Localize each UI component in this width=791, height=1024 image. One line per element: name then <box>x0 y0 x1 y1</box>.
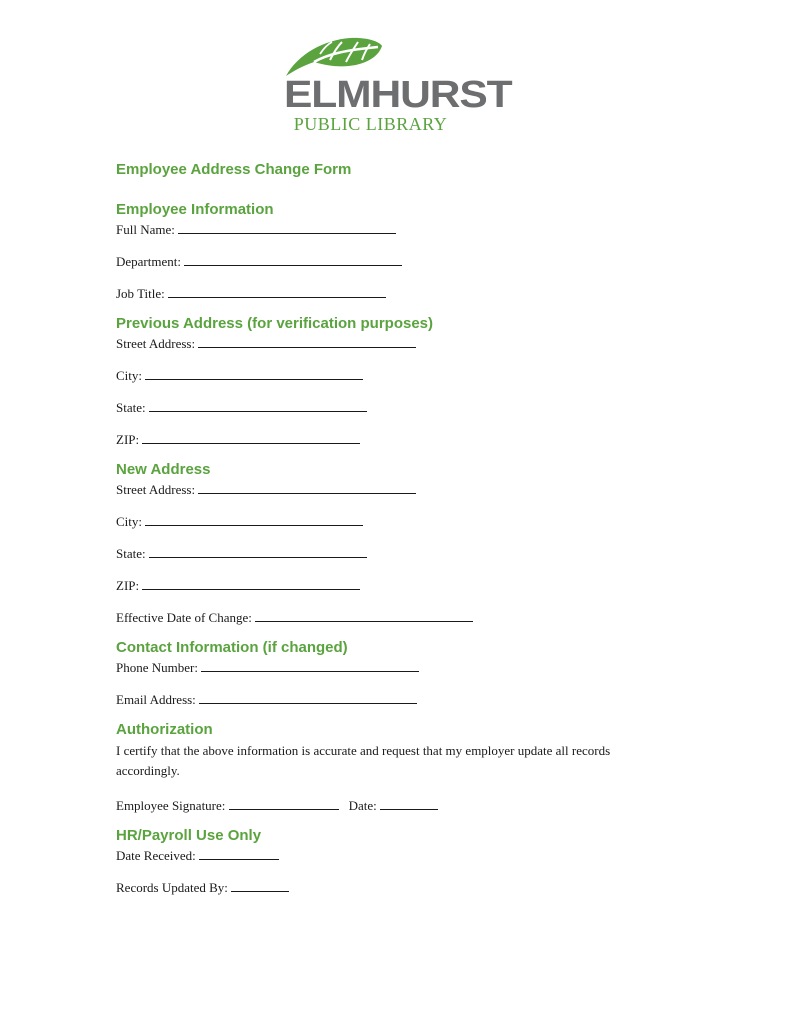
effective-date-field[interactable] <box>255 610 473 622</box>
leaf-icon <box>284 32 394 78</box>
effective-date-label: Effective Date of Change: <box>116 610 252 625</box>
department-row <box>116 253 676 271</box>
form-title: Employee Address Change Form <box>116 161 352 178</box>
contact-heading: Contact Information (if changed) <box>116 639 348 656</box>
prev-state-label: State: <box>116 400 146 415</box>
signature-row <box>116 797 676 815</box>
job-title-field[interactable] <box>168 286 386 298</box>
prev-zip-row <box>116 431 676 449</box>
full-name-label: Full Name: <box>116 222 175 237</box>
records-updated-label: Records Updated By: <box>116 880 228 895</box>
effective-date-row <box>116 609 676 627</box>
phone-field[interactable] <box>201 660 419 672</box>
department-label: Department: <box>116 254 181 269</box>
new-city-row <box>116 513 676 531</box>
new-zip-row <box>116 577 676 595</box>
new-zip-label: ZIP: <box>116 578 140 593</box>
new-zip-field[interactable] <box>142 578 360 590</box>
signature-field[interactable] <box>229 798 339 810</box>
new-state-label: State: <box>116 546 146 561</box>
new-state-field[interactable] <box>149 546 367 558</box>
new-city-field[interactable] <box>145 514 363 526</box>
email-label: Email Address: <box>116 692 196 707</box>
new-street-row <box>116 481 676 499</box>
phone-row <box>116 659 676 677</box>
new-street-label: Street Address: <box>116 482 196 497</box>
authorization-heading: Authorization <box>116 721 213 738</box>
email-field[interactable] <box>199 692 417 704</box>
signature-date-label: Date: <box>348 798 377 813</box>
prev-street-row <box>116 335 676 353</box>
signature-date-field[interactable] <box>380 798 438 810</box>
previous-address-heading: Previous Address (for verification purposes) <box>116 315 434 332</box>
hr-heading: HR/Payroll Use Only <box>116 827 262 844</box>
prev-city-label: City: <box>116 368 143 383</box>
prev-zip-field[interactable] <box>142 432 360 444</box>
new-street-field[interactable] <box>198 482 416 494</box>
new-city-label: City: <box>116 514 143 529</box>
job-title-row <box>116 285 676 303</box>
date-received-field[interactable] <box>199 848 279 860</box>
date-received-row <box>116 847 676 865</box>
date-received-label: Date Received: <box>116 848 196 863</box>
email-row <box>116 691 676 709</box>
records-updated-field[interactable] <box>231 880 289 892</box>
prev-street-label: Street Address: <box>116 336 196 351</box>
library-logo <box>284 32 512 134</box>
prev-state-field[interactable] <box>149 400 367 412</box>
address-change-form <box>116 160 676 897</box>
phone-label: Phone Number: <box>116 660 198 675</box>
full-name-field[interactable] <box>178 222 396 234</box>
prev-state-row <box>116 399 676 417</box>
new-address-heading: New Address <box>116 461 211 478</box>
prev-street-field[interactable] <box>198 336 416 348</box>
logo-wordmark: ELMHURST <box>284 74 512 116</box>
certification-statement: I certify that the above information is accurate and request that my employer update all records accordingly. <box>116 743 611 778</box>
prev-city-row <box>116 367 676 385</box>
department-field[interactable] <box>184 254 402 266</box>
new-state-row <box>116 545 676 563</box>
signature-label: Employee Signature: <box>116 798 226 813</box>
job-title-label: Job Title: <box>116 286 165 301</box>
prev-city-field[interactable] <box>145 368 363 380</box>
full-name-row <box>116 221 676 239</box>
logo-subtitle: PUBLIC LIBRARY <box>293 114 448 134</box>
records-updated-row <box>116 879 676 897</box>
prev-zip-label: ZIP: <box>116 432 140 447</box>
employee-info-heading: Employee Information <box>116 201 274 218</box>
